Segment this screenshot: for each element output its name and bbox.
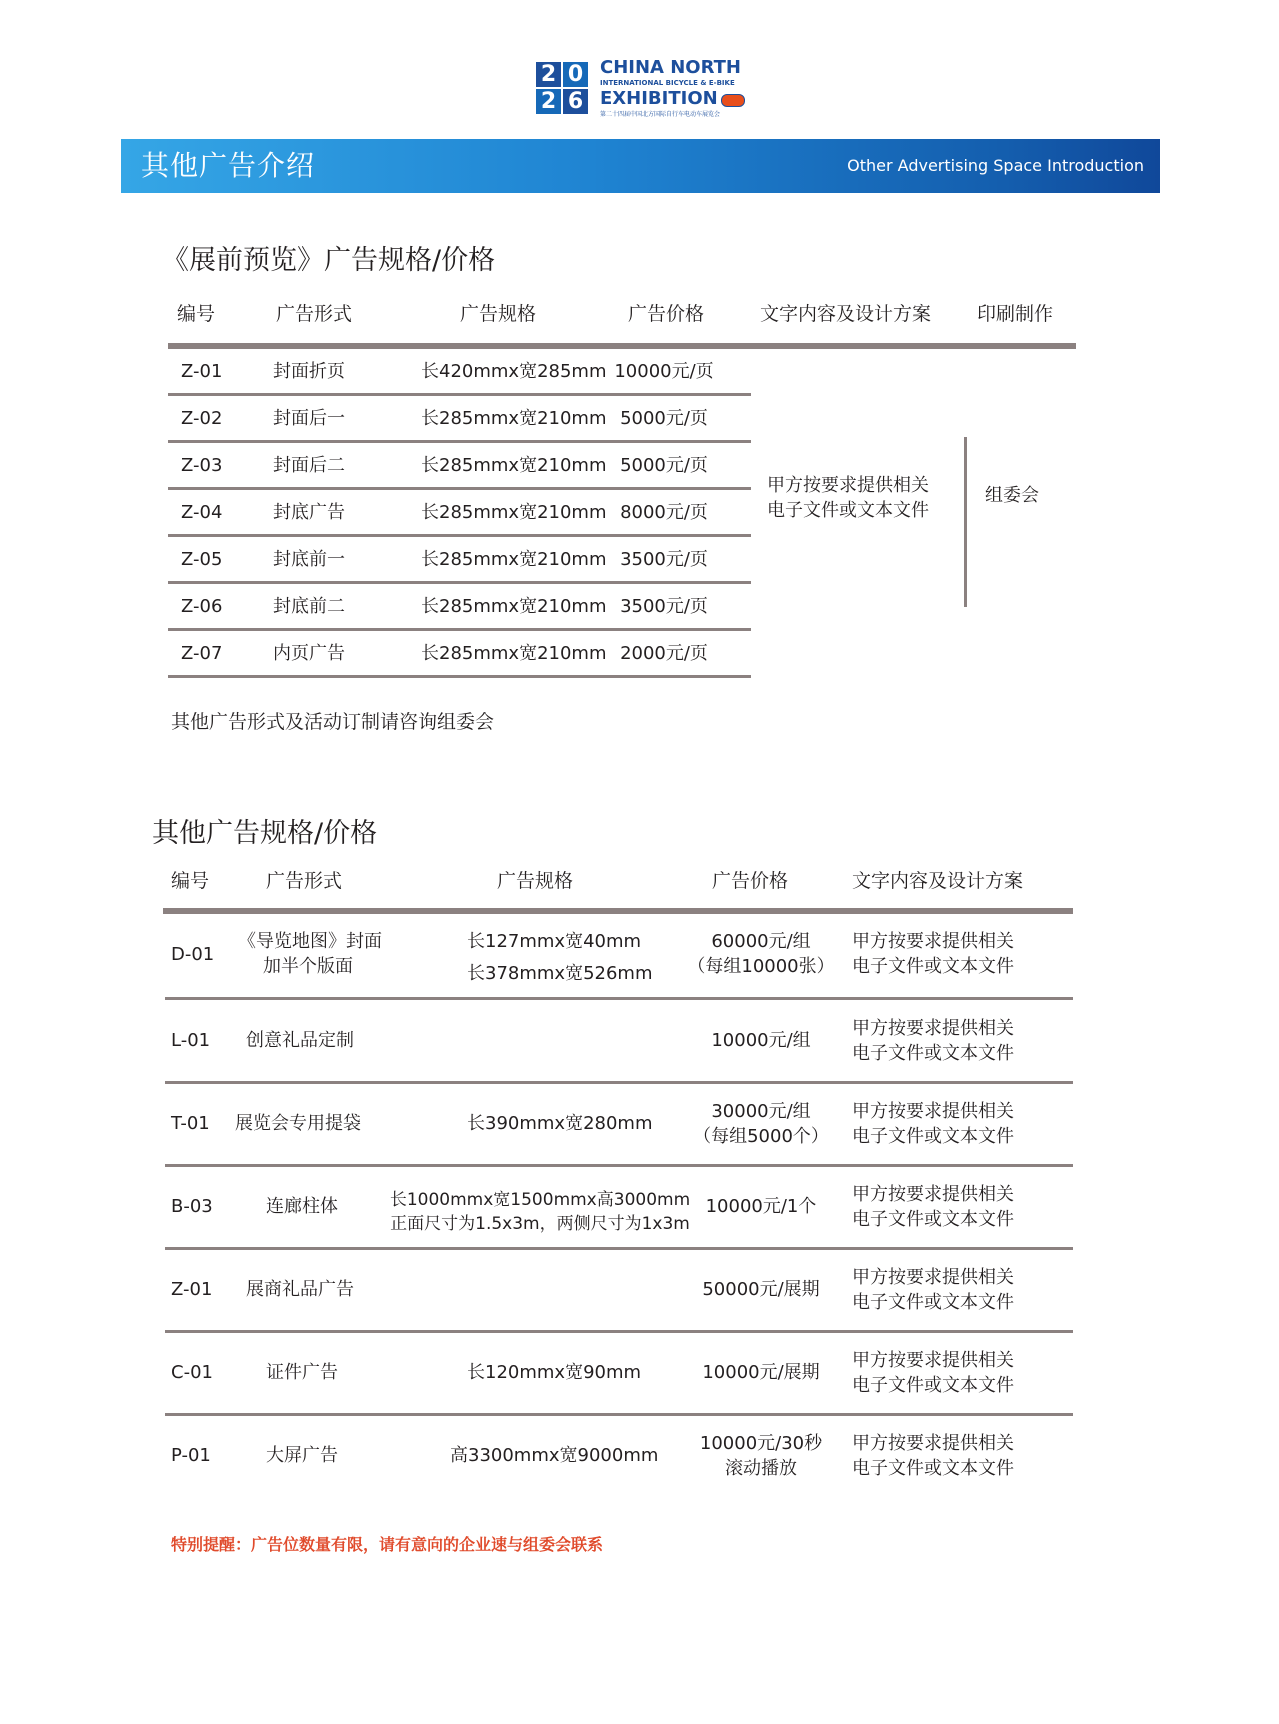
cell-code: Z-06	[181, 596, 223, 617]
section2-title: 其他广告规格/价格	[152, 818, 378, 849]
cell-content: 电子文件或文本文件	[852, 1375, 1014, 1396]
cell-spec: 长1000mmx宽1500mmx高3000mm	[389, 1190, 691, 1210]
cell-spec: 长285mmx宽210mm	[421, 408, 607, 429]
cell-spec: 长420mmx宽285mm	[421, 361, 607, 382]
cell-code: T-01	[171, 1113, 210, 1134]
row-divider	[165, 1081, 1073, 1084]
row-divider	[168, 393, 751, 396]
section1-title: 《展前预览》广告规格/价格	[162, 245, 496, 276]
row-divider	[168, 628, 751, 631]
cell-form: 封面后一	[273, 408, 345, 429]
banner-title: 其他广告介绍	[141, 149, 316, 182]
cell-form: 封面后二	[273, 455, 345, 476]
cell-code: Z-05	[181, 549, 223, 570]
row-divider	[168, 581, 751, 584]
row-divider	[165, 997, 1073, 1000]
cell-spec: 长285mmx宽210mm	[421, 502, 607, 523]
cell-form: 连廊柱体	[266, 1196, 338, 1217]
section1-note: 其他广告形式及活动订制请咨询组委会	[171, 711, 495, 733]
row-divider	[165, 1413, 1073, 1416]
cell-price: 8000元/页	[620, 502, 708, 523]
cell-price: 10000元/30秒	[699, 1433, 823, 1454]
table-header-rule	[163, 908, 1073, 914]
cell-form: 大屏广告	[266, 1445, 338, 1466]
table-header: 编号	[171, 870, 210, 892]
cell-price: （每组10000张）	[687, 956, 835, 977]
exhibition-logo	[536, 58, 746, 120]
table-header: 文字内容及设计方案	[852, 870, 1024, 892]
table-header: 编号	[177, 303, 216, 325]
row-divider	[168, 440, 751, 443]
row-divider	[168, 534, 751, 537]
content-plan-line1: 甲方按要求提供相关	[767, 475, 929, 496]
cell-form: 内页广告	[273, 643, 345, 664]
cell-form: 展览会专用提袋	[235, 1113, 361, 1134]
row-divider	[165, 1330, 1073, 1333]
cell-code: Z-02	[181, 408, 223, 429]
cell-spec: 长120mmx宽90mm	[467, 1362, 642, 1383]
logo-text-line4: 第二十四届中国北方国际自行车电动车展览会	[600, 111, 721, 118]
logo-year-digit: 2	[536, 62, 561, 87]
logo-year-digit: 2	[536, 89, 561, 114]
table-header: 文字内容及设计方案	[760, 303, 932, 325]
cell-code: D-01	[171, 944, 215, 965]
column-divider	[964, 437, 967, 607]
cell-price: 30000元/组	[711, 1101, 811, 1122]
cell-code: Z-07	[181, 643, 223, 664]
cell-price: 10000元/展期	[702, 1362, 820, 1383]
cell-spec: 正面尺寸为1.5x3m，两侧尺寸为1x3m	[390, 1214, 690, 1234]
table-header: 广告规格	[497, 870, 574, 892]
content-plan-line2: 电子文件或文本文件	[767, 500, 929, 521]
cell-form: 封底前一	[273, 549, 345, 570]
cell-spec: 长390mmx宽280mm	[467, 1113, 653, 1134]
cell-form: 封底广告	[273, 502, 345, 523]
cell-content: 电子文件或文本文件	[852, 1043, 1014, 1064]
cell-content: 甲方按要求提供相关	[852, 1350, 1014, 1371]
cell-form: 展商礼品广告	[246, 1279, 354, 1300]
cell-content: 电子文件或文本文件	[852, 1209, 1014, 1230]
cell-form: 创意礼品定制	[246, 1030, 354, 1051]
cell-price: 10000元/组	[711, 1030, 811, 1051]
table-header: 广告形式	[266, 870, 343, 892]
cell-content: 电子文件或文本文件	[852, 1292, 1014, 1313]
table-header: 广告规格	[460, 303, 537, 325]
logo-text-line2: INTERNATIONAL BICYCLE & E-BIKE	[600, 79, 735, 87]
cell-code: Z-03	[181, 455, 223, 476]
cell-spec: 长378mmx宽526mm	[467, 963, 653, 984]
row-divider	[165, 1247, 1073, 1250]
cell-content: 甲方按要求提供相关	[852, 1018, 1014, 1039]
logo-year-digit: 0	[563, 62, 588, 87]
cell-price: 2000元/页	[620, 643, 708, 664]
cell-code: Z-01	[181, 361, 223, 382]
table-header: 广告价格	[628, 303, 705, 325]
cell-price: 10000元/页	[614, 361, 714, 382]
cell-content: 电子文件或文本文件	[852, 1126, 1014, 1147]
table-header: 广告价格	[712, 870, 789, 892]
cell-code: Z-04	[181, 502, 223, 523]
table-header-rule	[168, 343, 1076, 349]
cell-spec: 长285mmx宽210mm	[421, 643, 607, 664]
cell-content: 甲方按要求提供相关	[852, 1101, 1014, 1122]
logo-badge-icon	[721, 94, 745, 107]
cell-price: 滚动播放	[725, 1458, 797, 1479]
cell-content: 甲方按要求提供相关	[852, 1433, 1014, 1454]
logo-year-digit: 6	[563, 89, 588, 114]
cell-content: 甲方按要求提供相关	[852, 1267, 1014, 1288]
cell-form: 封底前二	[273, 596, 345, 617]
cell-price: 10000元/1个	[705, 1196, 817, 1217]
cell-price: 60000元/组	[711, 931, 811, 952]
cell-content: 甲方按要求提供相关	[852, 1184, 1014, 1205]
cell-form: 加半个版面	[263, 956, 353, 977]
special-reminder: 特别提醒：广告位数量有限，请有意向的企业速与组委会联系	[171, 1535, 604, 1554]
cell-spec: 高3300mmx宽9000mm	[450, 1445, 659, 1466]
cell-code: B-03	[171, 1196, 213, 1217]
cell-form: 封面折页	[273, 361, 345, 382]
cell-price: 50000元/展期	[702, 1279, 820, 1300]
table-header: 印刷制作	[977, 303, 1054, 325]
cell-price: （每组5000个）	[693, 1126, 829, 1147]
cell-code: Z-01	[171, 1279, 213, 1300]
cell-spec: 长285mmx宽210mm	[421, 549, 607, 570]
cell-form: 证件广告	[266, 1362, 338, 1383]
cell-price: 5000元/页	[620, 408, 708, 429]
banner-subtitle: Other Advertising Space Introduction	[847, 156, 1144, 175]
row-divider	[168, 675, 751, 678]
section-banner	[121, 139, 1160, 193]
cell-form: 《导览地图》封面	[238, 931, 382, 952]
row-divider	[165, 1164, 1073, 1167]
table-header: 广告形式	[276, 303, 353, 325]
print-production: 组委会	[985, 485, 1039, 506]
cell-spec: 长285mmx宽210mm	[421, 596, 607, 617]
cell-code: P-01	[171, 1445, 211, 1466]
cell-code: C-01	[171, 1362, 213, 1383]
cell-spec: 长127mmx宽40mm	[467, 931, 642, 952]
cell-content: 甲方按要求提供相关	[852, 931, 1014, 952]
cell-content: 电子文件或文本文件	[852, 956, 1014, 977]
cell-code: L-01	[171, 1030, 211, 1051]
cell-content: 电子文件或文本文件	[852, 1458, 1014, 1479]
logo-text-line1: CHINA NORTH	[600, 57, 741, 78]
cell-price: 5000元/页	[620, 455, 708, 476]
logo-text-line3: EXHIBITION	[600, 88, 718, 109]
row-divider	[168, 487, 751, 490]
cell-price: 3500元/页	[620, 549, 708, 570]
cell-price: 3500元/页	[620, 596, 708, 617]
cell-spec: 长285mmx宽210mm	[421, 455, 607, 476]
